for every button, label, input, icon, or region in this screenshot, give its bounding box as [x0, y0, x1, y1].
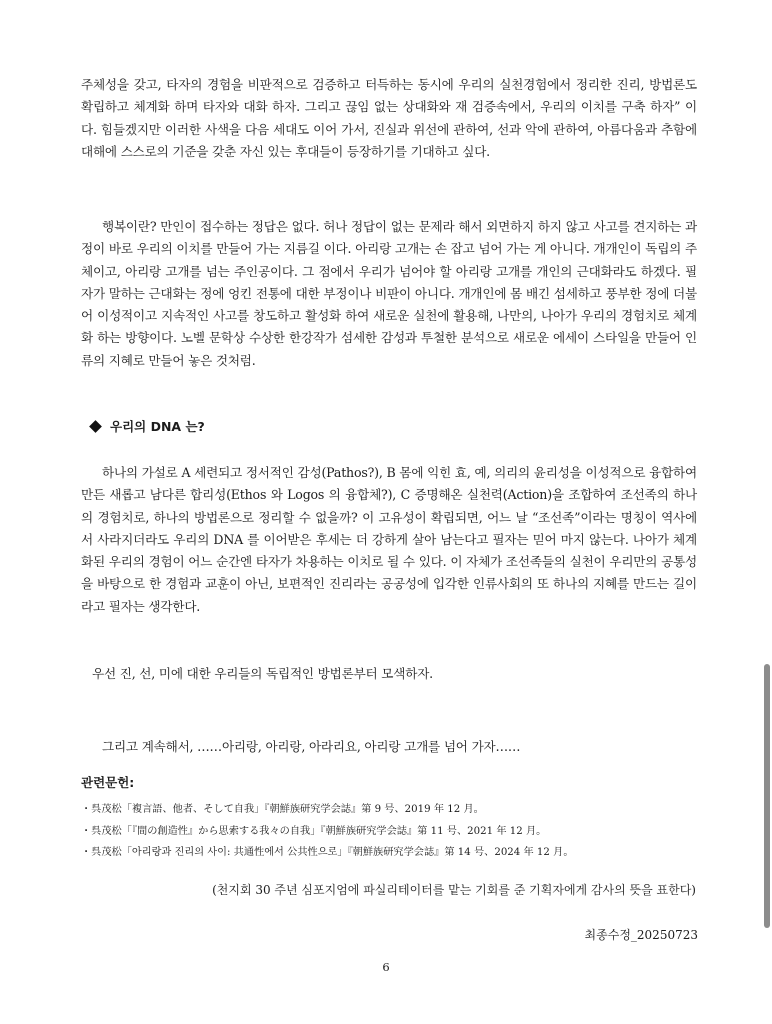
- paragraph-4: 우선 진, 선, 미에 대한 우리들의 독립적인 방법론부터 모색하자.: [92, 666, 433, 681]
- scrollbar-track[interactable]: [762, 0, 772, 1024]
- reference-item: ・呉茂松「아리랑과 진리의 사이: 共通性에서 公共性으로」『朝鮮族研究学会誌』第 14 号、2024 年 12 月。: [81, 847, 574, 858]
- reference-item: ・呉茂松「『間の創造性』から思索する我々の自我」『朝鮮族研究学会誌』第 11 号、2021 年 12 月。: [81, 825, 547, 837]
- revision-note: 최종수정_20250723: [584, 928, 698, 942]
- paragraph-2: 행복이란? 만인이 접수하는 정답은 없다. 허나 정답이 없는 문제라 해서 외면하지 하지 않고 사고를 견지하는 과정이 바로 우리의 이치를 만들어 가는 지름길 이다. 아리랑 고개는 손 잡고 넘어 가는 게 아니다. 개개인이 독립의 주체이고, 아리랑 고개를 넘는 주인공이다. 그 점에서 우리가 넘어야 할 아리랑 고개를 개인의 근대화라도 하겠다. 필자가 말하는 근대화는 정에 엉킨 전통에 대한 부정이나 비판이 아니다. 개개인에 몸 배긴 섬세하고 풍부한 정에 더불어 이성적이고 지속적인 사고를 창도하고 활성화 하여 새로운 실천에 활용해, 나만의, 나아가 우리의 경험치로 체계화 하는 방향이다. 노벨 문학상 수상한 한강작가 섬세한 감성과 투철한 분석으로 새로운 에세이 스타일을 만들어 인류의 지혜로 만들어 놓은 것처럼.: [81, 219, 697, 368]
- acknowledgement: (천지회 30 주년 심포지엄에 파실리테이터를 맡는 기회를 준 기획자에게 감사의 뜻을 표한다): [212, 883, 696, 897]
- paragraph-3: 하나의 가설로 A 세련되고 정서적인 감성(Pathos?), B 몸에 익힌 효, 예, 의리의 윤리성을 이성적으로 융합하여 만든 새롭고 남다른 합리성(Ethos 와 Logos 의 융합체?), C 증명해온 실천력(Action)을 조합하여 조선족의 하나의 경험치로, 하나의 방법론으로 정리할 수 없을까? 이 고유성이 확립되면, 어느 날 “조선족”이라는 명칭이 역사에서 사라지더라도 우리의 DNA 를 이어받은 후세는 더 강하게 살아 남는다고 필자는 믿어 마지 않는다. 나아가 체계화된 우리의 경험이 어느 순간엔 타자가 차용하는 이치로 될 수 있다. 이 자체가 조선족들의 실천이 우리만의 공통성을 바탕으로 한 경험과 교훈이 아닌, 보편적인 진리라는 공공성에 입각한 인류사회의 또 하나의 지혜를 만드는 길이라고 필자는 생각한다.: [81, 465, 697, 614]
- page-number: 6: [382, 960, 390, 974]
- paragraph-5: 그리고 계속해서, ……아리랑, 아리랑, 아라리요, 아리랑 고개를 넘어 가자……: [102, 739, 521, 754]
- diamond-bullet-icon: [89, 420, 102, 433]
- references-list: [81, 799, 701, 864]
- scrollbar-thumb[interactable]: [764, 664, 770, 928]
- section-heading: [91, 417, 205, 435]
- references-title: 관련문헌:: [81, 775, 135, 790]
- section-heading-text: 우리의 DNA 는?: [110, 419, 205, 434]
- reference-item: ・呉茂松「複言語、他者、そして自我」『朝鮮族研究学会誌』第 9 号、2019 年 12 月。: [81, 804, 484, 815]
- paragraph-1: 주체성을 갖고, 타자의 경험을 비판적으로 검증하고 터득하는 동시에 우리의 실천경험에서 정리한 진리, 방법론도 확립하고 체계화 하며 타자와 대화 하자. 그리고 끊임 없는 상대화와 재 검증속에서, 우리의 이치를 구축 하자” 이다. 힘들겠지만 이러한 사색을 다음 세대도 이어 가서, 진실과 위선에 관하여, 선과 악에 관하여, 아름다움과 추함에 대해에 스스로의 기준을 갖춘 자신 있는 후대들이 등장하기를 기대하고 싶다.: [81, 77, 697, 159]
